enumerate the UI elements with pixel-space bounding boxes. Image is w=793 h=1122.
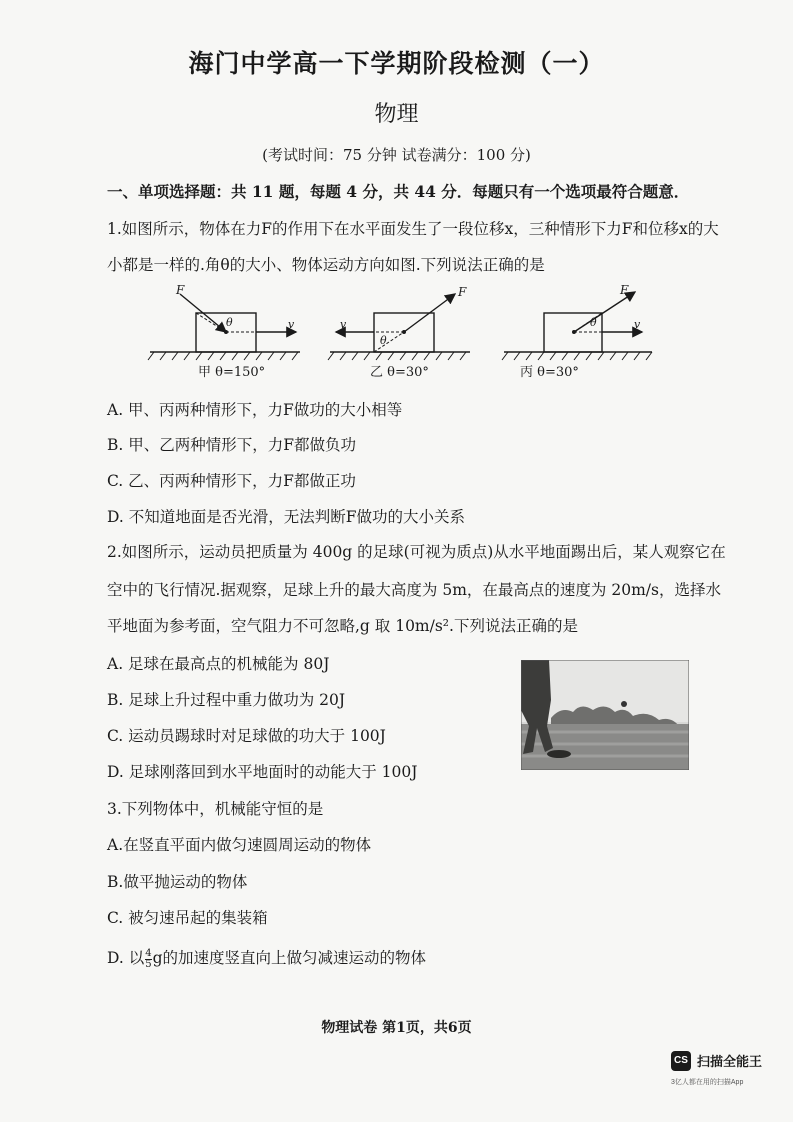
yi-caption: 乙 θ=30°	[370, 365, 429, 380]
q1-force-diagrams	[140, 280, 660, 385]
q3-option-d-suffix: g的加速度竖直向上做匀减速运动的物体	[152, 949, 427, 967]
fraction-four-fifths	[145, 949, 151, 970]
q1-option-d: D. 不知道地面是否光滑，无法判断F做功的大小关系	[107, 508, 465, 526]
q3-option-a: A.在竖直平面内做匀速圆周运动的物体	[107, 836, 372, 854]
scanner-tagline: 3亿人都在用的扫描App	[671, 1079, 744, 1086]
q3-option-d	[107, 946, 426, 970]
q3-option-b: B.做平抛运动的物体	[107, 873, 248, 891]
q1-stem-line2: 小都是一样的.角θ的大小、物体运动方向如图.下列说法正确的是	[107, 256, 545, 274]
figure-yi	[328, 294, 470, 360]
jia-caption: 甲 θ=150°	[198, 365, 266, 380]
q2-option-c: C. 运动员踢球时对足球做的功大于 100J	[107, 727, 386, 745]
bing-force-label: F	[620, 283, 629, 297]
jia-force-label: F	[176, 283, 185, 297]
soccer-photo	[521, 660, 689, 770]
fraction-denominator: 5	[145, 958, 152, 970]
scanner-watermark	[671, 1049, 776, 1099]
fraction-numerator: 4	[145, 947, 152, 959]
bing-velocity-label: v	[634, 318, 641, 331]
exam-info: (考试时间：75 分钟 试卷满分：100 分)	[262, 146, 531, 164]
section-heading: 一、单项选择题：共 11 题，每题 4 分，共 44 分．每题只有一个选项最符合题意．	[107, 182, 690, 201]
yi-force-label: F	[458, 285, 467, 299]
q1-stem-line1: 1.如图所示，物体在力F的作用下在水平面发生了一段位移x，三种情形下力F和位移x的大	[107, 220, 719, 238]
q2-stem-line2: 空中的飞行情况.据观察，足球上升的最大高度为 5m，在最高点的速度为 20m/s，选择水	[107, 581, 721, 599]
scanner-app-name: 扫描全能王	[697, 1054, 763, 1069]
subject-title: 物理	[374, 102, 419, 127]
q2-option-b: B. 足球上升过程中重力做功为 20J	[107, 691, 346, 709]
yi-velocity-label: v	[340, 318, 347, 331]
q2-stem-line3: 平地面为参考面，空气阻力不可忽略,g 取 10m/s².下列说法正确的是	[107, 617, 578, 635]
q1-option-b: B. 甲、乙两种情形下，力F都做负功	[107, 436, 357, 454]
q3-option-d-prefix: D. 以	[107, 949, 145, 967]
q2-option-a: A. 足球在最高点的机械能为 80J	[107, 655, 330, 673]
yi-theta-label: θ	[380, 334, 387, 347]
q3-stem: 3.下列物体中，机械能守恒的是	[107, 800, 324, 818]
q2-option-d: D. 足球刚落回到水平地面时的动能大于 100J	[107, 763, 418, 781]
jia-velocity-label: v	[288, 318, 295, 331]
figure-bing	[502, 292, 652, 360]
bing-theta-label: θ	[590, 316, 597, 329]
q1-option-a: A. 甲、丙两种情形下，力F做功的大小相等	[107, 401, 403, 419]
q2-stem-line1: 2.如图所示，运动员把质量为 400g 的足球(可视为质点)从水平地面踢出后，某人观察它在	[107, 543, 726, 561]
page-footer: 物理试卷 第1页，共6页	[321, 1020, 472, 1036]
q3-option-c: C. 被匀速吊起的集装箱	[107, 909, 268, 927]
cs-logo-icon: CS	[671, 1051, 691, 1071]
bing-caption: 丙 θ=30°	[520, 365, 579, 380]
exam-title: 海门中学高一下学期阶段检测（一）	[188, 49, 605, 78]
q1-option-c: C. 乙、丙两种情形下，力F都做正功	[107, 472, 356, 490]
figure-jia	[148, 294, 300, 360]
jia-theta-label: θ	[226, 316, 233, 329]
